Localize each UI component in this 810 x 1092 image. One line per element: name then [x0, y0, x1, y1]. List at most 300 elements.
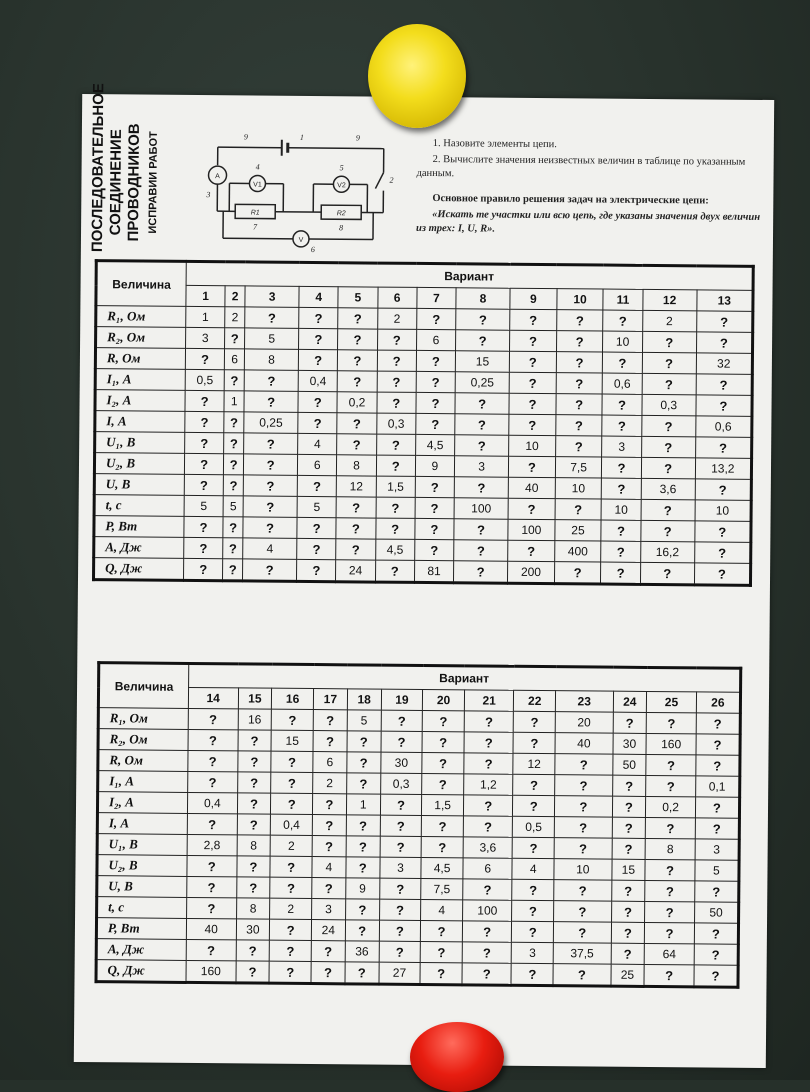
table-cell: 100 [508, 519, 555, 540]
table-cell: 0,6 [603, 373, 642, 394]
table-cell: 81 [414, 560, 453, 582]
table-cell: ? [376, 434, 415, 455]
table-cell: ? [270, 940, 312, 961]
table-cell: ? [243, 517, 297, 538]
table-cell: 6 [225, 349, 245, 370]
table-cell: ? [244, 370, 298, 391]
table-cell: 7,5 [421, 878, 463, 899]
table-cell: 0,2 [337, 392, 376, 413]
table-cell: 3 [602, 436, 641, 457]
table-cell: ? [422, 710, 464, 731]
table-cell: ? [298, 391, 337, 412]
table-cell: ? [513, 837, 555, 858]
table-cell: ? [642, 331, 696, 352]
variant-number: 3 [245, 286, 299, 307]
circuit-label-9b: 9 [356, 133, 360, 142]
table-cell: 12 [337, 476, 376, 497]
resistor-1-symbol: R1 [251, 209, 260, 216]
table-cell: ? [508, 540, 555, 561]
table-cell: ? [312, 815, 346, 836]
table-cell: ? [312, 878, 346, 899]
table-cell: 10 [603, 331, 642, 352]
table-cell: ? [238, 730, 272, 751]
table-cell: ? [244, 454, 298, 475]
voltmeter-1-symbol: V1 [253, 181, 262, 188]
table-cell: ? [336, 539, 375, 560]
table-cell: ? [379, 899, 421, 920]
table-cell: 4 [243, 538, 297, 559]
table-cell: ? [224, 370, 244, 391]
quantity-label: A, Дж [94, 537, 184, 559]
table-cell: 40 [555, 733, 613, 754]
table-cell: ? [602, 394, 641, 415]
table-cell: ? [644, 964, 694, 986]
voltmeter-2-symbol: V2 [337, 182, 346, 189]
table-cell: 160 [646, 733, 696, 754]
table-cell: ? [347, 752, 381, 773]
variants-table-2 [94, 661, 742, 989]
variant-number: 6 [377, 287, 416, 308]
table-cell: ? [225, 328, 245, 349]
table-cell: ? [187, 813, 237, 834]
table-cell: ? [556, 394, 603, 415]
table-cell: ? [641, 415, 695, 436]
table-cell: ? [223, 559, 243, 581]
table-cell: ? [554, 817, 612, 838]
table-cell: ? [611, 922, 645, 943]
table-cell: ? [695, 818, 739, 839]
table-cell: ? [270, 877, 312, 898]
table-cell: ? [420, 941, 462, 962]
quantity-label: P, Вт [96, 918, 186, 940]
table-cell: 6 [298, 454, 337, 475]
variant-number: 17 [313, 689, 347, 710]
title-line-1: ПОСЛЕДОВАТЕЛЬНОЕ [89, 112, 107, 252]
table-cell: 4 [421, 899, 463, 920]
table-cell: 5 [184, 495, 223, 516]
table-cell: ? [188, 771, 238, 792]
table-cell: ? [243, 559, 297, 581]
table-cell: 2 [377, 308, 416, 329]
table-cell: ? [422, 731, 464, 752]
table-cell: 0,5 [513, 816, 555, 837]
table-cell: ? [554, 880, 612, 901]
table-cell: ? [695, 521, 752, 542]
variant-number: 18 [347, 689, 381, 710]
table-cell: 0,3 [376, 413, 415, 434]
table-cell: ? [640, 562, 694, 584]
quantity-label: Q, Дж [93, 558, 183, 581]
table-cell: ? [509, 351, 556, 372]
table-cell: 5 [347, 710, 381, 731]
table-cell: ? [612, 796, 646, 817]
table-cell: ? [642, 352, 696, 373]
table-cell: ? [556, 331, 603, 352]
table-cell: ? [298, 349, 337, 370]
circuit-label-4: 4 [256, 163, 260, 172]
table-cell: 3 [186, 327, 225, 348]
table-cell: ? [602, 415, 641, 436]
table-cell: ? [454, 561, 508, 583]
table-cell: ? [508, 498, 555, 519]
task-instructions [416, 137, 765, 241]
table-cell: ? [223, 517, 243, 538]
table-cell: ? [336, 518, 375, 539]
table-cell: ? [336, 497, 375, 518]
table-cell: 400 [554, 541, 601, 562]
table-cell: ? [236, 877, 270, 898]
quantity-label: R, Ом [95, 348, 185, 370]
table-cell: ? [641, 457, 695, 478]
table-cell: ? [224, 433, 244, 454]
table-cell: 1 [346, 794, 380, 815]
table-cell: 5 [695, 860, 739, 881]
table-cell: ? [463, 816, 513, 837]
table-cell: ? [601, 562, 640, 584]
table-cell: ? [297, 538, 336, 559]
table-cell: ? [613, 712, 647, 733]
table-cell: ? [612, 817, 646, 838]
variant-number: 9 [510, 288, 557, 309]
table-cell: ? [455, 414, 509, 435]
table-cell: ? [509, 393, 556, 414]
resistor-2-symbol: R2 [337, 210, 346, 217]
table-cell: 2 [642, 310, 696, 331]
table-cell: ? [184, 453, 223, 474]
table-cell: ? [375, 518, 414, 539]
table-cell: 1,5 [422, 794, 464, 815]
table-cell: ? [511, 963, 553, 985]
table-cell: ? [462, 963, 512, 985]
quantity-label: I₁, А [98, 771, 188, 793]
table-cell: ? [554, 838, 612, 859]
table-cell: ? [462, 942, 512, 963]
table-cell: ? [377, 392, 416, 413]
table-cell: 4,5 [415, 434, 454, 455]
table-cell: 2 [270, 898, 312, 919]
table-cell: ? [696, 311, 753, 332]
table-cell: 0,4 [271, 814, 313, 835]
table-cell: 36 [345, 941, 379, 962]
quantity-label: t, с [97, 897, 187, 919]
table-cell: ? [696, 734, 740, 755]
table-cell: 3 [695, 839, 739, 860]
quantity-label: I₁, А [95, 369, 185, 391]
worksheet-paper [74, 94, 774, 1068]
quantity-label: R₁, Ом [96, 306, 186, 328]
circuit-label-7: 7 [253, 222, 258, 231]
table-cell: ? [337, 434, 376, 455]
table-cell: ? [555, 499, 602, 520]
table-cell: 200 [508, 561, 555, 583]
table-cell: ? [509, 456, 556, 477]
table-cell: ? [271, 751, 313, 772]
table-cell: 25 [555, 520, 602, 541]
table-cell: ? [338, 350, 377, 371]
table-cell: ? [694, 965, 738, 987]
table-cell: ? [554, 901, 612, 922]
circuit-label-8: 8 [339, 223, 343, 232]
table-cell: ? [272, 709, 314, 730]
table-cell: 40 [186, 918, 236, 939]
table-cell: ? [646, 754, 696, 775]
table-cell: ? [236, 961, 270, 983]
table-cell: ? [462, 921, 512, 942]
table-cell: 20 [555, 712, 613, 733]
table-cell: ? [645, 922, 695, 943]
quantity-label: U, В [97, 876, 187, 898]
table-cell: ? [646, 712, 696, 733]
table-cell: ? [237, 751, 271, 772]
table-cell: 4,5 [375, 539, 414, 560]
circuit-label-6: 6 [311, 245, 315, 254]
variant-header: Вариант [186, 261, 753, 290]
table-cell: 0,4 [187, 792, 237, 813]
table-cell: ? [422, 815, 464, 836]
table-cell: ? [464, 753, 514, 774]
variant-number: 8 [456, 288, 510, 309]
table-cell: ? [556, 352, 603, 373]
table-cell: ? [612, 775, 646, 796]
table-cell: ? [555, 754, 613, 775]
table-cell: 0,25 [455, 372, 509, 393]
table-cell: 50 [612, 754, 646, 775]
variants-table-1 [92, 259, 755, 587]
table-cell: 15 [611, 859, 645, 880]
table-cell: ? [645, 901, 695, 922]
table-cell: ? [555, 796, 613, 817]
quantity-label: U₂, В [94, 453, 184, 475]
table-cell: 50 [694, 902, 738, 923]
variant-number: 2 [225, 286, 245, 307]
table-cell: ? [377, 329, 416, 350]
table-cell: ? [380, 836, 422, 857]
quantity-label: Q, Дж [96, 960, 186, 983]
table-cell: 10 [601, 499, 640, 520]
table-cell: ? [694, 923, 738, 944]
table-cell: 8 [645, 838, 695, 859]
variant-number: 4 [299, 286, 338, 307]
table-cell: 64 [644, 943, 694, 964]
table-cell: ? [695, 797, 739, 818]
table-cell: 2 [225, 307, 245, 328]
table-cell: 9 [346, 878, 380, 899]
table-cell: ? [612, 838, 646, 859]
table-cell: ? [379, 920, 421, 941]
quantity-label: U₁, В [95, 432, 185, 454]
table-cell: ? [611, 943, 645, 964]
table-cell: ? [346, 773, 380, 794]
table-cell: ? [695, 479, 752, 500]
quantity-label: I, А [97, 813, 187, 835]
table-cell: 8 [337, 455, 376, 476]
variant-number: 13 [697, 290, 754, 311]
table-cell: ? [236, 940, 270, 961]
table-cell: ? [514, 711, 556, 732]
table-cell: ? [512, 921, 554, 942]
variant-number: 15 [238, 688, 272, 709]
table-cell: ? [297, 475, 336, 496]
table-cell: ? [420, 962, 462, 984]
table-cell: 25 [610, 964, 644, 986]
table-cell: 0,3 [642, 394, 696, 415]
variant-number: 10 [557, 289, 604, 310]
table-cell: ? [244, 433, 298, 454]
table-cell: ? [377, 350, 416, 371]
table-cell: ? [454, 477, 508, 498]
table-cell: ? [556, 373, 603, 394]
table-cell: ? [456, 309, 510, 330]
table-cell: ? [183, 558, 222, 580]
quantity-label: R₂, Ом [98, 729, 188, 751]
quantity-header: Величина [96, 261, 186, 307]
table-cell: ? [271, 772, 313, 793]
circuit-label-2: 2 [389, 176, 393, 185]
variant-number: 7 [417, 287, 456, 308]
table-cell: 10 [695, 500, 752, 521]
table-cell: ? [415, 476, 454, 497]
table-cell: ? [271, 793, 313, 814]
quantity-label: P, Вт [94, 516, 184, 538]
table-cell: ? [186, 939, 236, 960]
table-cell: ? [188, 750, 238, 771]
table-cell: 0,5 [185, 369, 224, 390]
table-cell: 0,1 [695, 776, 739, 797]
table-cell: 100 [462, 900, 512, 921]
table-cell: ? [338, 308, 377, 329]
table-cell: ? [379, 941, 421, 962]
table-cell: 10 [554, 859, 612, 880]
vertical-title [87, 112, 198, 253]
table-cell: 12 [513, 753, 555, 774]
table-cell: ? [236, 856, 270, 877]
table-cell: ? [696, 374, 753, 395]
table-cell: ? [377, 371, 416, 392]
table-cell: ? [455, 393, 509, 414]
table-cell: ? [512, 900, 554, 921]
table-cell: ? [244, 391, 298, 412]
table-cell: ? [422, 752, 464, 773]
table-cell: ? [510, 330, 557, 351]
table-cell: ? [454, 519, 508, 540]
variant-number: 16 [272, 688, 314, 709]
variant-number: 25 [647, 691, 697, 712]
circuit-label-5: 5 [340, 163, 344, 172]
circuit-label-9a: 9 [244, 132, 248, 141]
table-cell: ? [509, 372, 556, 393]
table-cell: ? [188, 708, 238, 729]
table-cell: 2,8 [187, 834, 237, 855]
title-line-2: СОЕДИНЕНИЕ [107, 112, 125, 252]
table-cell: ? [298, 412, 337, 433]
variant-number: 20 [423, 689, 465, 710]
table-cell: ? [417, 308, 456, 329]
quantity-label: t, с [94, 495, 184, 517]
table-cell: 13,2 [695, 458, 752, 479]
table-cell: ? [297, 517, 336, 538]
table-cell: ? [415, 518, 454, 539]
table-cell: 40 [508, 477, 555, 498]
table-cell: 0,2 [646, 796, 696, 817]
table-cell: ? [646, 817, 696, 838]
table-cell: ? [185, 432, 224, 453]
table-cell: ? [346, 857, 380, 878]
table-cell: 4 [312, 857, 346, 878]
table-cell: 5 [297, 496, 336, 517]
table-cell: 24 [336, 560, 375, 582]
table-cell: ? [338, 329, 377, 350]
table-cell: ? [642, 373, 696, 394]
table-cell: ? [513, 732, 555, 753]
table-cell: ? [695, 881, 739, 902]
title-line-4: ИСПРАВИИ РАБОТ [147, 113, 160, 253]
table-cell: ? [313, 710, 347, 731]
quantity-label: R₂, Ом [96, 327, 186, 349]
table-cell: ? [611, 901, 645, 922]
table-cell: 30 [612, 733, 646, 754]
quantity-label: U₁, В [97, 834, 187, 856]
table-cell: ? [455, 435, 509, 456]
table-cell: ? [464, 711, 514, 732]
table-cell: ? [463, 879, 513, 900]
variant-number: 11 [603, 289, 642, 310]
table-cell: ? [464, 732, 514, 753]
table-cell: ? [513, 795, 555, 816]
rule-text: «Искать те участки или всю цепь, где указаны значения двух величин из трех: I, U, R». [416, 208, 764, 239]
table-cell: ? [602, 478, 641, 499]
table-cell: ? [603, 352, 642, 373]
table-cell: ? [184, 516, 223, 537]
quantity-label: U₂, В [97, 855, 187, 877]
table-cell: ? [640, 520, 694, 541]
table-cell: 3 [512, 942, 554, 963]
table-cell: ? [694, 944, 738, 965]
table-cell: ? [312, 836, 346, 857]
table-cell: ? [185, 411, 224, 432]
table-cell: ? [555, 436, 602, 457]
table-cell: 160 [186, 960, 236, 982]
variant-number: 24 [613, 691, 647, 712]
quantity-label: R₁, Ом [98, 708, 188, 730]
variant-number: 12 [643, 289, 697, 310]
table-cell: 7,5 [555, 457, 602, 478]
table-cell: 0,4 [298, 370, 337, 391]
table-cell: ? [337, 413, 376, 434]
table-cell: 27 [379, 962, 421, 984]
table-cell: 4 [298, 433, 337, 454]
table-cell: 9 [415, 455, 454, 476]
table-cell: 0,3 [380, 773, 422, 794]
quantity-label: R, Ом [98, 750, 188, 772]
title-line-3: ПРОВОДНИКОВ [125, 112, 143, 252]
table-cell: ? [237, 814, 271, 835]
table-cell: ? [237, 793, 271, 814]
table-cell: ? [375, 560, 414, 582]
table-cell: ? [346, 836, 380, 857]
table-cell: 6 [313, 752, 347, 773]
circuit-label-1: 1 [300, 133, 304, 142]
table-cell: ? [602, 457, 641, 478]
table-cell: ? [270, 856, 312, 877]
table-cell: ? [345, 920, 379, 941]
table-cell: 8 [244, 349, 298, 370]
table-cell: ? [416, 413, 455, 434]
table-cell: 3 [312, 899, 346, 920]
table-cell: 6 [463, 858, 513, 879]
table-cell: ? [696, 395, 753, 416]
red-magnet [410, 1022, 504, 1092]
table-cell: 24 [311, 920, 345, 941]
